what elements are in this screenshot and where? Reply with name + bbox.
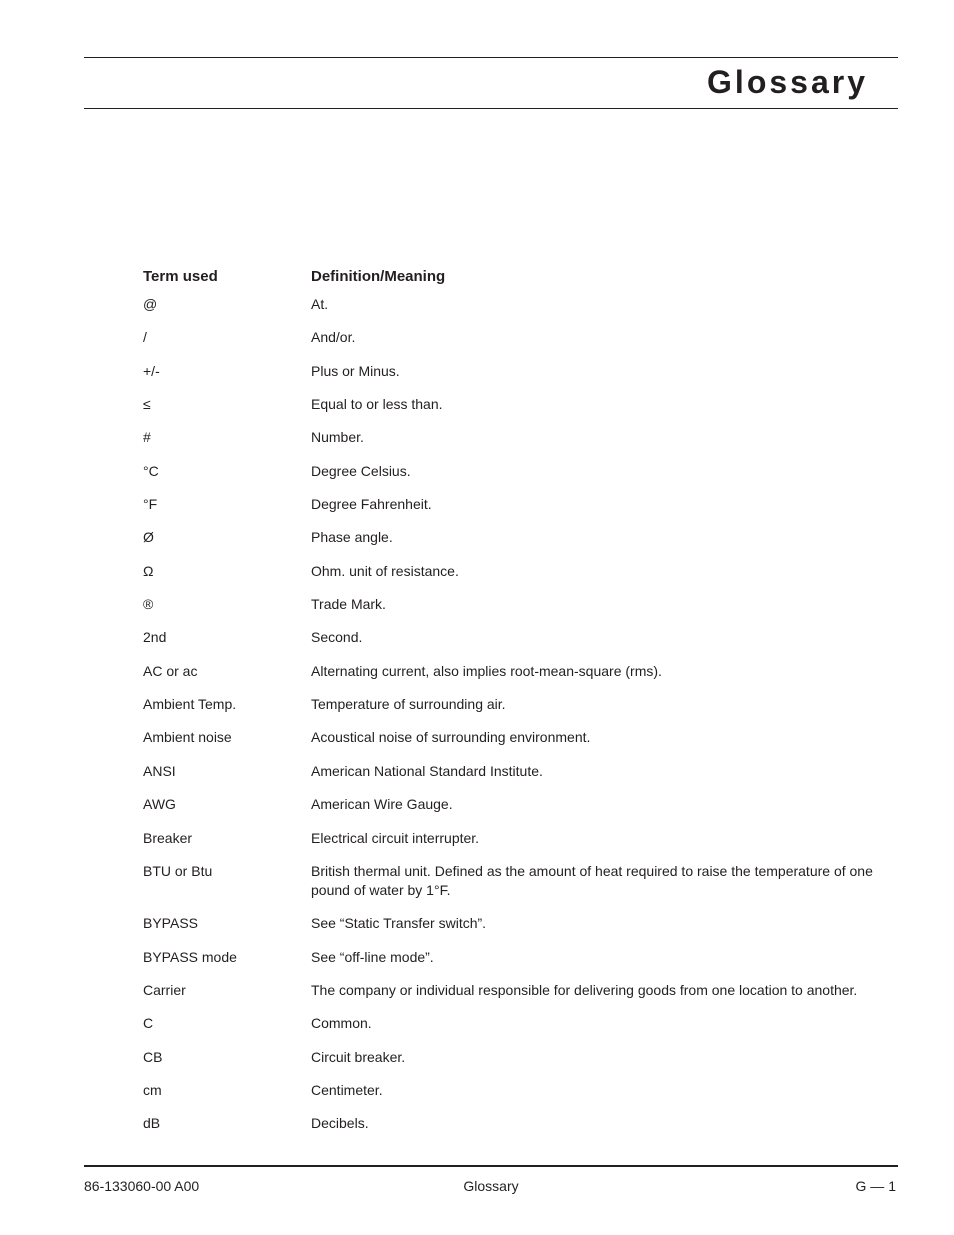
glossary-definition: At. <box>311 296 329 312</box>
glossary-term: AWG <box>143 796 176 813</box>
glossary-term: Ambient noise <box>143 729 232 746</box>
glossary-row <box>143 328 878 347</box>
glossary-term: BYPASS mode <box>143 948 237 965</box>
glossary-term: Ø <box>143 529 154 546</box>
glossary-row <box>143 428 878 447</box>
glossary-term: BTU or Btu <box>143 862 213 879</box>
glossary-row <box>143 948 878 967</box>
glossary-row <box>143 562 878 581</box>
glossary-definition: British thermal unit. Defined as the amount of heat required to raise the temperature of one pound of water by 1°F. <box>311 862 873 898</box>
page-title: Glossary <box>707 64 868 100</box>
glossary-definition: See “off-line mode”. <box>311 948 434 965</box>
glossary-term: ® <box>143 596 154 613</box>
glossary-term: # <box>143 429 151 446</box>
glossary-row <box>143 829 878 848</box>
glossary-definition: Ohm. unit of resistance. <box>311 562 459 579</box>
glossary-row <box>143 395 878 414</box>
glossary-term: ANSI <box>143 762 176 779</box>
glossary-definition: Equal to or less than. <box>311 396 443 413</box>
glossary-row <box>143 695 878 714</box>
glossary-definition: Decibels. <box>311 1115 369 1132</box>
glossary-row <box>143 1014 878 1033</box>
glossary-definition: Electrical circuit interrupter. <box>311 829 480 846</box>
glossary-row <box>143 914 878 933</box>
glossary-definition: Alternating current, also implies root-mean-square (rms). <box>311 662 662 679</box>
glossary-definition: American National Standard Institute. <box>311 762 543 779</box>
glossary-term: °C <box>143 462 159 479</box>
glossary-term: Breaker <box>143 829 193 846</box>
glossary-table <box>143 265 878 1148</box>
glossary-row <box>143 295 878 314</box>
glossary-term: °F <box>143 496 158 513</box>
glossary-definition: Acoustical noise of surrounding environment. <box>311 729 591 746</box>
glossary-term: BYPASS <box>143 915 198 932</box>
glossary-row <box>143 528 878 547</box>
glossary-term: C <box>143 1015 154 1032</box>
glossary-definition: Plus or Minus. <box>311 362 400 379</box>
glossary-row <box>143 1048 878 1067</box>
glossary-definition: Trade Mark. <box>311 596 386 613</box>
glossary-row <box>143 495 878 514</box>
footer-rule <box>84 1165 898 1167</box>
glossary-definition: American Wire Gauge. <box>311 796 453 813</box>
glossary-row <box>143 862 878 900</box>
glossary-row <box>143 728 878 747</box>
glossary-term: / <box>143 329 147 346</box>
glossary-term: ≤ <box>143 396 151 413</box>
glossary-row <box>143 628 878 647</box>
header-bottom-rule <box>84 108 898 109</box>
glossary-definition: See “Static Transfer switch”. <box>311 915 487 932</box>
glossary-term: AC or ac <box>143 662 198 679</box>
glossary-term: cm <box>143 1081 162 1098</box>
glossary-definition: Degree Celsius. <box>311 462 411 479</box>
glossary-definition: Second. <box>311 629 363 646</box>
glossary-row <box>143 462 878 481</box>
glossary-term: dB <box>143 1115 161 1132</box>
glossary-definition: Degree Fahrenheit. <box>311 496 432 513</box>
glossary-definition: Number. <box>311 429 364 446</box>
glossary-row <box>143 1081 878 1100</box>
glossary-row <box>143 662 878 681</box>
page-footer <box>84 1178 898 1196</box>
glossary-term: Carrier <box>143 981 186 998</box>
glossary-header-row <box>143 265 878 295</box>
term-column-heading: Term used <box>143 268 218 285</box>
glossary-term: +/- <box>143 362 160 379</box>
glossary-definition: The company or individual responsible for delivering goods from one location to another. <box>311 981 858 998</box>
glossary-row <box>143 1114 878 1133</box>
glossary-term: 2nd <box>143 629 167 646</box>
header-top-rule <box>84 57 898 58</box>
glossary-definition: Centimeter. <box>311 1081 383 1098</box>
glossary-definition: Phase angle. <box>311 529 393 546</box>
glossary-term: CB <box>143 1048 163 1065</box>
footer-page-number: G — 1 <box>855 1178 896 1194</box>
glossary-definition: And/or. <box>311 329 356 346</box>
footer-doc-number: 86-133060-00 A00 <box>84 1178 200 1194</box>
glossary-row <box>143 762 878 781</box>
glossary-row <box>143 981 878 1000</box>
glossary-term: Ambient Temp. <box>143 696 237 713</box>
footer-section-title: Glossary <box>463 1178 519 1194</box>
glossary-row <box>143 362 878 381</box>
glossary-definition: Temperature of surrounding air. <box>311 696 506 713</box>
glossary-row <box>143 595 878 614</box>
glossary-term: Ω <box>143 562 154 579</box>
glossary-row <box>143 795 878 814</box>
definition-column-heading: Definition/Meaning <box>311 268 446 285</box>
glossary-entries <box>143 295 878 1133</box>
glossary-term: @ <box>143 296 158 312</box>
glossary-definition: Common. <box>311 1015 372 1032</box>
glossary-definition: Circuit breaker. <box>311 1048 406 1065</box>
